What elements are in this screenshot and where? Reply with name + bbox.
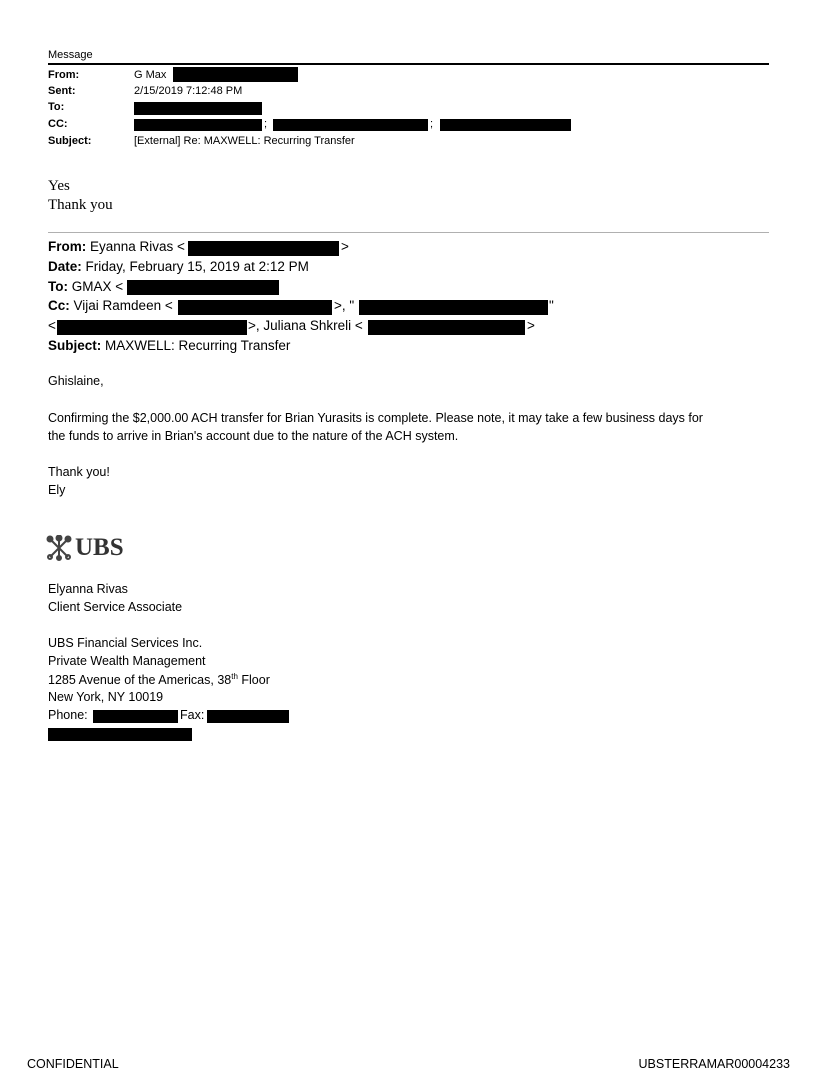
ubs-logo-text: UBS <box>75 534 124 561</box>
redaction <box>57 320 247 335</box>
reply-line: Thank you <box>48 197 113 213</box>
redaction <box>440 119 571 131</box>
greeting: Ghislaine, <box>48 374 104 388</box>
ubs-logo <box>46 533 124 563</box>
original-date-label: Date: <box>48 259 82 274</box>
original-cc-line2-mid: >, Juliana Shkreli < <box>248 318 363 333</box>
reply-line: Yes <box>48 178 70 194</box>
redaction <box>207 710 289 723</box>
signature-name: Elyanna Rivas <box>48 582 128 596</box>
signature-city: New York, NY 10019 <box>48 690 164 704</box>
divider <box>48 232 769 233</box>
signoff: Ely <box>48 483 66 497</box>
original-from-value: Eyanna Rivas < <box>90 239 185 254</box>
header-sent-label: Sent: <box>48 85 76 97</box>
redaction <box>173 67 298 82</box>
cc-separator: ; <box>264 118 268 130</box>
original-from-line <box>48 239 185 254</box>
header-to-label: To: <box>48 101 65 113</box>
original-subject-line <box>48 338 290 353</box>
address-text: 1285 Avenue of the Americas, 38 <box>48 673 232 688</box>
original-date-value: Friday, February 15, 2019 at 2:12 PM <box>85 259 309 274</box>
cc-separator: ; <box>430 118 434 130</box>
signature-phone-label: Phone: <box>48 708 88 722</box>
signature-role: Client Service Associate <box>48 600 183 614</box>
message-title: Message <box>48 49 93 61</box>
original-to-label: To: <box>48 279 68 294</box>
redaction <box>273 119 428 131</box>
footer-confidential: CONFIDENTIAL <box>27 1057 119 1071</box>
redaction <box>134 119 262 131</box>
redaction <box>48 728 192 741</box>
header-rule <box>48 63 769 65</box>
original-from-end: > <box>341 239 349 254</box>
original-subject-label: Subject: <box>48 338 102 353</box>
original-from-label: From: <box>48 239 87 254</box>
original-cc-label: Cc: <box>48 298 70 313</box>
redaction <box>359 300 548 315</box>
redaction <box>188 241 339 256</box>
original-cc-mid: >, " <box>334 298 355 313</box>
redaction <box>178 300 332 315</box>
header-subject-label: Subject: <box>48 135 92 147</box>
original-cc-quote-end: " <box>549 298 554 313</box>
signature-division: Private Wealth Management <box>48 654 206 668</box>
body-paragraph-line: Confirming the $2,000.00 ACH transfer for Brian Yurasits is complete. Please note, it may take a few business days for <box>48 411 703 425</box>
signature-company: UBS Financial Services Inc. <box>48 636 203 650</box>
header-subject-value: [External] Re: MAXWELL: Recurring Transfer <box>134 135 355 147</box>
original-cc-line <box>48 298 173 313</box>
redaction <box>134 102 262 115</box>
original-to-line <box>48 279 123 294</box>
signature-address <box>48 672 270 687</box>
header-cc-label: CC: <box>48 118 68 130</box>
redaction <box>368 320 525 335</box>
header-from-value: G Max <box>134 69 167 81</box>
redaction <box>127 280 279 295</box>
ubs-keys-icon <box>46 535 72 561</box>
address-floor: Floor <box>237 673 270 688</box>
original-subject-value: MAXWELL: Recurring Transfer <box>105 338 291 353</box>
original-to-value: GMAX < <box>71 279 124 294</box>
address-superscript: th <box>231 672 238 681</box>
thanks: Thank you! <box>48 465 110 479</box>
original-date-line <box>48 259 309 274</box>
original-cc-line2-end: > <box>527 318 535 333</box>
signature-fax-label: Fax: <box>180 708 205 722</box>
header-sent-value: 2/15/2019 7:12:48 PM <box>134 85 243 97</box>
footer-bates-number: UBSTERRAMAR00004233 <box>638 1057 790 1071</box>
header-from-label: From: <box>48 69 80 81</box>
original-cc-line2-start: < <box>48 318 56 333</box>
redaction <box>93 710 178 723</box>
original-cc-value: Vijai Ramdeen < <box>73 298 173 313</box>
body-paragraph-line: the funds to arrive in Brian's account due to the nature of the ACH system. <box>48 429 459 443</box>
